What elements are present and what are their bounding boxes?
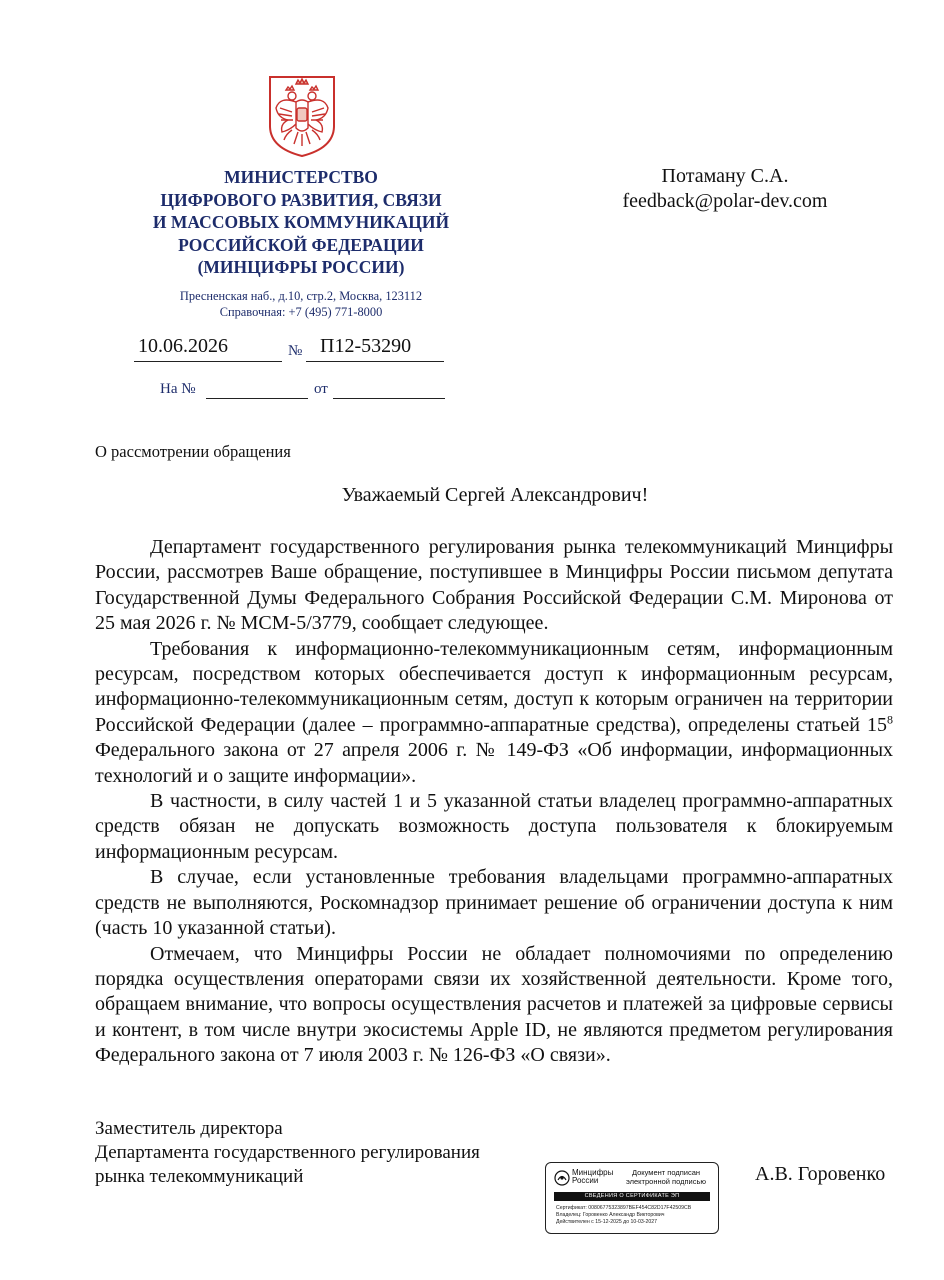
ministry-name [130, 166, 472, 279]
signatory-title-line: рынка телекоммуникаций [95, 1165, 304, 1187]
electronic-signature-stamp [545, 1162, 719, 1234]
ministry-phone: Справочная: +7 (495) 771-8000 [219, 304, 383, 319]
stamp-header-line: электронной подписью [625, 1176, 707, 1186]
body-paragraph: В случае, если установленные требования владельцами программно-аппаратных средств не выполняются, Роскомнадзор принимает решение об ограничении доступа к ним (часть 10 указанной статьи). [95, 866, 893, 940]
stamp-certificate-bar: СВЕДЕНИЯ О СЕРТИФИКАТЕ ЭП [554, 1192, 710, 1201]
ministry-line: И МАССОВЫХ КОММУНИКАЦИЙ [152, 212, 450, 232]
stamp-organization [572, 1169, 613, 1185]
ministry-line: ЦИФРОВОГО РАЗВИТИЯ, СВЯЗИ [160, 189, 442, 210]
stamp-org-line: Минцифры [572, 1168, 614, 1177]
mintsifry-logo-icon [554, 1170, 570, 1186]
body-text-part: Требования к информационно-телекоммуникационным сетям, информационным ресурсам, посредством которых обеспечивается доступ к информационным ресурсам, информационно-телекоммуникационным сетям, доступ к которым ограничен на территории Российской Федерации (далее – программно-аппаратные средства), определены статьей 15 [95, 637, 893, 736]
outgoing-number: П12-53290 [320, 335, 412, 357]
reference-number-line [206, 398, 308, 399]
body-paragraph: В частности, в силу частей 1 и 5 указанной статьи владелец программно-аппаратных средств обязан не допускать возможность доступа пользователя к блокируемым информационным ресурсам. [95, 790, 893, 863]
ministry-line: РОССИЙСКОЙ ФЕДЕРАЦИИ [178, 234, 424, 255]
stamp-owner: Владелец: Горовенко Александр Викторович [556, 1212, 665, 1218]
number-underline [306, 361, 444, 362]
letter-body [95, 535, 893, 1069]
recipient-email: feedback@polar-dev.com [622, 190, 828, 212]
signatory-title [95, 1117, 480, 1188]
reference-date-line [333, 398, 445, 399]
stamp-header-line: Документ подписан [631, 1168, 701, 1177]
ministry-contacts [130, 289, 472, 320]
outgoing-date: 10.06.2026 [138, 335, 228, 357]
body-paragraph [95, 637, 893, 789]
signer-name: А.В. Горовенко [755, 1163, 886, 1185]
salutation: Уважаемый Сергей Александрович! [341, 484, 649, 506]
ministry-line: (МИНЦИФРЫ РОССИИ) [197, 257, 405, 277]
recipient-name: Потаману С.А. [661, 165, 789, 187]
article-superscript: 8 [887, 712, 893, 727]
ministry-address: Пресненская наб., д.10, стр.2, Москва, 123112 [179, 289, 423, 303]
signatory-title-line: Заместитель директора [95, 1118, 283, 1139]
body-paragraph: Департамент государственного регулирования рынка телекоммуникаций Минцифры России, рассмотрев Ваше обращение, поступившее в Минцифры России письмом депутата Государственной Думы Федерального Собрания Российской Федерации С.М. Миронова от 25 мая 2026 г. № МСМ-5/3779, сообщает следующее. [95, 536, 893, 635]
recipient-block [560, 164, 890, 214]
letter-subject: О рассмотрении обращения [95, 442, 291, 461]
signatory-title-line: Департамента государственного регулирования [95, 1141, 480, 1163]
russian-coat-of-arms-icon [266, 74, 338, 158]
reference-from-label: от [314, 381, 328, 397]
stamp-validity: Действителен с 15-12-2025 до 10-03-2027 [556, 1219, 658, 1225]
reference-number-label: На № [160, 381, 196, 397]
ministry-line: МИНИСТЕРСТВО [224, 167, 378, 187]
number-sign: № [288, 343, 303, 359]
body-text-part: Федерального закона от 27 апреля 2006 г. № 149-ФЗ «Об информации, информационных технологий и о защите информации». [95, 739, 893, 787]
date-underline [134, 361, 282, 362]
stamp-certificate: Сертификат: 00806775323897BEF454C82D17F42509CB [556, 1205, 692, 1211]
stamp-header [616, 1169, 716, 1186]
body-paragraph: Отмечаем, что Минцифры России не обладает полномочиями по определению порядка осуществления операторами связи их хозяйственной деятельности. Кроме того, обращаем внимание, что вопросы осуществления расчетов и платежей за цифровые сервисы и контент, в том числе внутри экосистемы Apple ID, не являются предметом регулирования Федерального закона от 7 июля 2003 г. № 126-ФЗ «О связи». [95, 942, 893, 1067]
stamp-org-line: России [572, 1176, 599, 1185]
